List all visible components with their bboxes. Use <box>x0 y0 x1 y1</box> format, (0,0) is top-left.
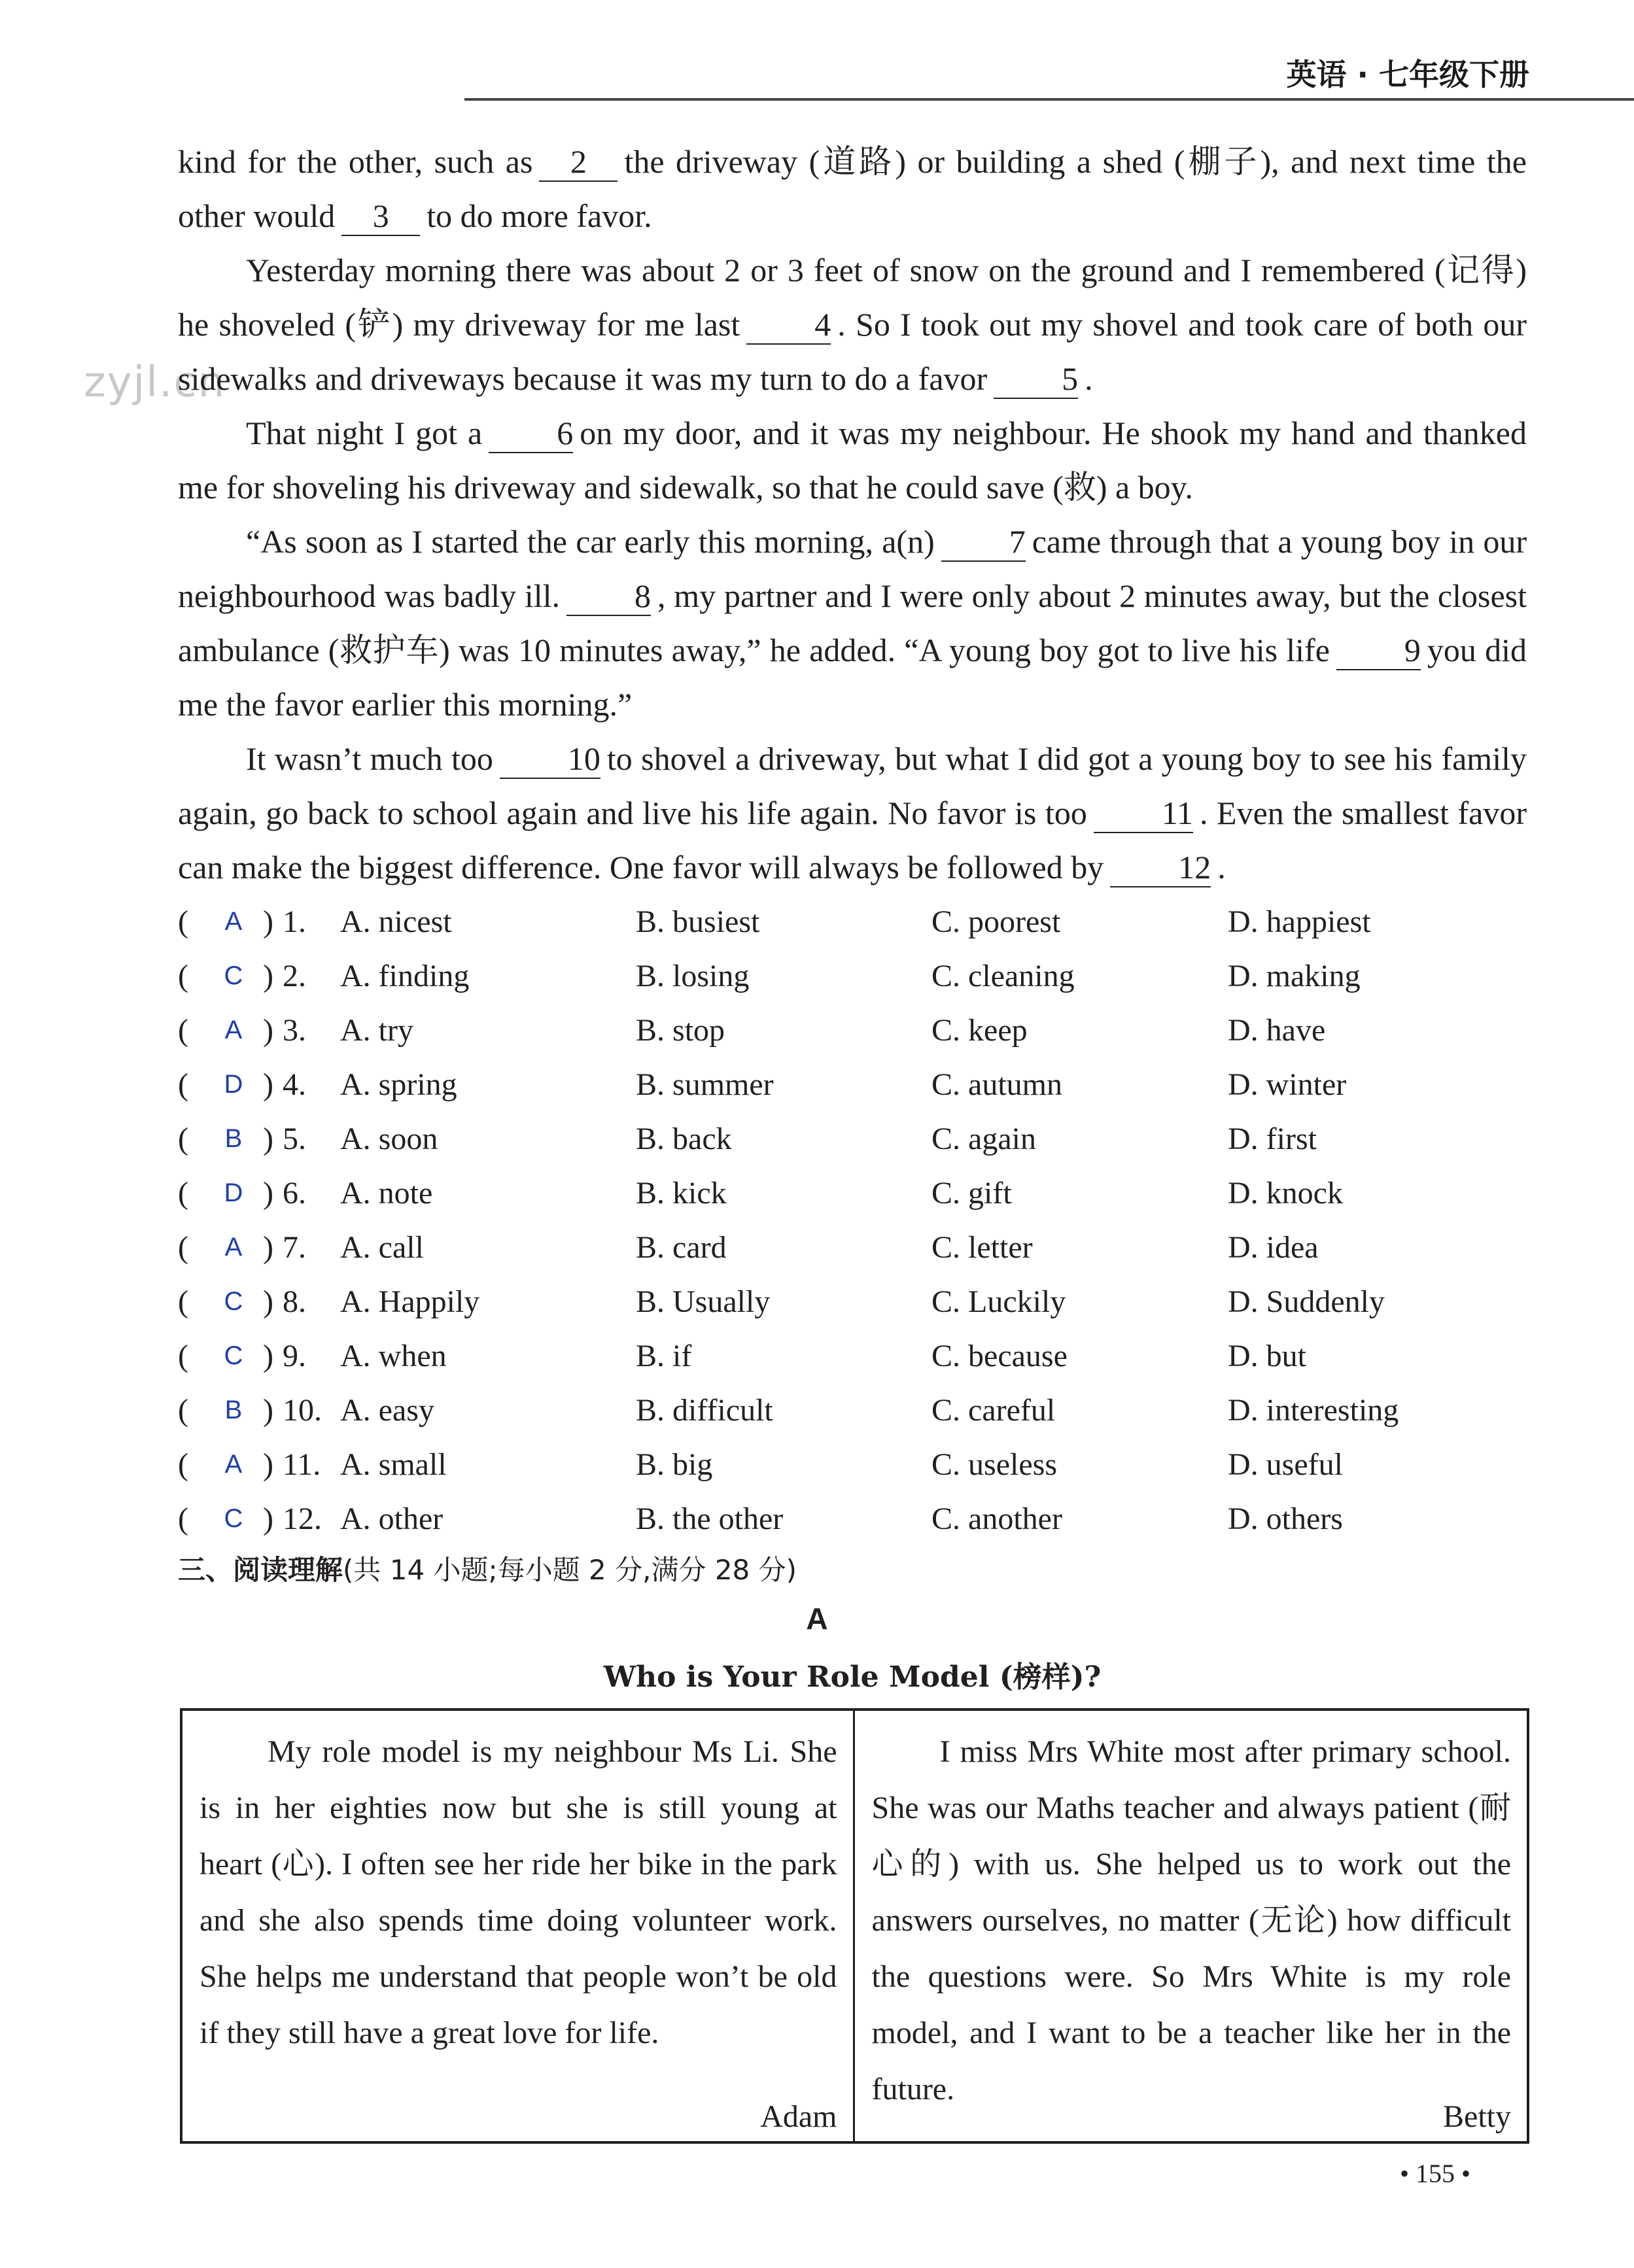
blank-4: 4 <box>746 305 831 345</box>
option-c: C. Luckily <box>931 1284 1066 1319</box>
option-a: A. nicest <box>340 904 452 939</box>
option-d: D. others <box>1228 1502 1343 1536</box>
answer-mark: A <box>224 1016 243 1044</box>
option-b: B. stop <box>636 1013 725 1048</box>
option-d: D. Suddenly <box>1228 1284 1385 1319</box>
paren-open: ( <box>178 1013 188 1048</box>
paren-close: ) <box>263 959 273 993</box>
page-number: • 155 • <box>1400 2159 1471 2188</box>
question-row-11 <box>178 1437 1552 1492</box>
author-adam: Adam <box>760 2099 837 2134</box>
option-c: C. cleaning <box>931 959 1075 993</box>
section-title-text: 三、阅读理解 <box>178 1554 343 1586</box>
paren-open: ( <box>178 1393 188 1428</box>
option-c: C. because <box>931 1339 1068 1373</box>
passage-text: . Even the smallest favor can make the biggest difference. One favor will always be followed by <box>178 795 1527 885</box>
passage-text: . <box>1217 849 1226 885</box>
header-divider <box>464 98 1634 101</box>
answer-mark: B <box>224 1396 243 1424</box>
option-a: A. try <box>340 1013 413 1048</box>
question-row-6 <box>178 1166 1552 1220</box>
blank-10: 10 <box>500 740 600 779</box>
option-a: A. call <box>340 1230 424 1265</box>
role-model-right-text: I miss Mrs White most after primary school. She was our Maths teacher and always patient (耐心的) with us. She helped us to work out the answers ourselves, no matter (无论) how difficult the questions were. So Mrs White is my role model, and I want to be a teacher like her in the future. <box>871 1734 1511 2106</box>
answer-mark: D <box>224 1070 243 1099</box>
passage-paragraph-2 <box>178 243 1527 406</box>
passage-heading: Who is Your Role Model (榜样)? <box>603 1660 1102 1694</box>
paren-open: ( <box>178 1339 188 1373</box>
answer-mark: D <box>224 1178 243 1207</box>
option-b: B. Usually <box>636 1284 771 1319</box>
option-a: A. easy <box>340 1393 434 1428</box>
section-scoring-note: (共 14 小题;每小题 2 分,满分 28 分) <box>343 1554 797 1586</box>
paren-close: ) <box>263 1067 273 1102</box>
blank-5: 5 <box>994 360 1078 399</box>
option-c: C. careful <box>931 1393 1056 1428</box>
role-model-left-text: My role model is my neighbour Ms Li. She is in her eighties now but she is still young at heart (心). I often see her ride her bike in the park and she also spends time doing volunteer work. She helps me understand that people won’t be old if they still have a great love for life. <box>200 1734 837 2050</box>
passage-letter: A <box>806 1602 828 1636</box>
passage-paragraph-4 <box>178 515 1527 732</box>
option-a: A. Happily <box>340 1284 480 1319</box>
passage-text: to do more favor. <box>426 198 652 234</box>
question-number: 10. <box>283 1393 322 1428</box>
question-number: 7. <box>283 1230 306 1265</box>
answer-options-list <box>178 895 1552 1546</box>
passage-text: on my door, and it was my neighbour. He shook my hand and thanked me for shoveling his driveway and sidewalk, so that he could save (救) a boy. <box>178 415 1527 506</box>
passage-text: “As soon as I started the car early this morning, a(n) <box>246 523 935 560</box>
passage-text: came through that a young boy in our neighbourhood was badly ill. <box>178 523 1527 614</box>
blank-8: 8 <box>566 577 651 616</box>
option-b: B. difficult <box>636 1393 773 1428</box>
blank-3: 3 <box>341 197 420 236</box>
role-model-left-cell <box>183 1711 855 2141</box>
role-model-right-cell <box>855 1711 1527 2141</box>
blank-9: 9 <box>1336 631 1421 670</box>
paren-open: ( <box>178 1230 188 1265</box>
option-c: C. letter <box>931 1230 1033 1265</box>
option-d: D. useful <box>1228 1447 1343 1482</box>
passage-text: . <box>1085 360 1093 397</box>
option-c: C. gift <box>931 1176 1012 1211</box>
option-a: A. small <box>340 1447 447 1482</box>
passage-text: . So I took out my shovel and took care of both our sidewalks and driveways because it was my turn to do a favor <box>178 306 1527 397</box>
answer-mark: C <box>224 961 243 990</box>
option-b: B. if <box>636 1339 692 1373</box>
option-b: B. card <box>636 1230 727 1265</box>
option-d: D. but <box>1228 1339 1306 1373</box>
answer-mark: A <box>224 907 243 936</box>
option-d: D. interesting <box>1228 1393 1399 1428</box>
question-row-7 <box>178 1220 1552 1275</box>
question-row-4 <box>178 1057 1552 1112</box>
answer-mark: C <box>224 1287 243 1316</box>
paren-close: ) <box>263 1230 273 1265</box>
paren-close: ) <box>263 1502 273 1536</box>
blank-2: 2 <box>539 143 617 182</box>
section-title <box>178 1549 797 1588</box>
option-c: C. again <box>931 1122 1036 1156</box>
question-number: 2. <box>283 959 306 993</box>
question-number: 1. <box>283 904 306 939</box>
passage-text: That night I got a <box>246 415 483 451</box>
option-d: D. first <box>1228 1122 1317 1156</box>
paren-open: ( <box>178 1284 188 1319</box>
option-d: D. happiest <box>1228 904 1371 939</box>
question-number: 6. <box>283 1176 306 1211</box>
paren-close: ) <box>263 1447 273 1482</box>
question-number: 3. <box>283 1013 306 1048</box>
option-c: C. poorest <box>931 904 1061 939</box>
answer-mark: C <box>224 1504 243 1533</box>
question-row-10 <box>178 1383 1552 1437</box>
option-a: A. finding <box>340 959 470 993</box>
question-number: 11. <box>283 1447 321 1482</box>
option-a: A. other <box>340 1502 443 1536</box>
blank-11: 11 <box>1094 794 1193 833</box>
answer-mark: A <box>224 1450 243 1479</box>
option-b: B. the other <box>636 1502 784 1536</box>
question-row-3 <box>178 1003 1552 1057</box>
passage-paragraph-3 <box>178 406 1527 515</box>
option-a: A. spring <box>340 1067 457 1102</box>
paren-close: ) <box>263 904 273 939</box>
option-b: B. summer <box>636 1067 774 1102</box>
question-number: 5. <box>283 1122 306 1156</box>
option-c: C. another <box>931 1502 1062 1536</box>
option-b: B. kick <box>636 1176 727 1211</box>
option-a: A. when <box>340 1339 447 1373</box>
paren-close: ) <box>263 1339 273 1373</box>
option-b: B. big <box>636 1447 713 1482</box>
question-number: 12. <box>283 1502 322 1536</box>
passage-text: It wasn’t much too <box>246 740 493 777</box>
passage-paragraph-5 <box>178 732 1527 895</box>
header-title: 英语 · 七年级下册 <box>1286 57 1529 92</box>
passage-text: Yesterday morning there was about 2 or 3 feet of snow on the ground and I remembered (记得) he shoveled (铲) my driveway for me last <box>178 252 1527 343</box>
question-row-5 <box>178 1112 1552 1166</box>
author-betty: Betty <box>1443 2099 1511 2134</box>
option-d: D. have <box>1228 1013 1326 1048</box>
paren-close: ) <box>263 1176 273 1211</box>
question-row-8 <box>178 1275 1552 1329</box>
option-d: D. winter <box>1228 1067 1347 1102</box>
paren-open: ( <box>178 1122 188 1156</box>
question-number: 8. <box>283 1284 306 1319</box>
cloze-passage <box>178 135 1527 895</box>
answer-mark: A <box>224 1233 243 1262</box>
paren-close: ) <box>263 1013 273 1048</box>
paren-open: ( <box>178 1502 188 1536</box>
option-b: B. losing <box>636 959 750 993</box>
blank-7: 7 <box>941 523 1026 562</box>
question-number: 4. <box>283 1067 306 1102</box>
question-row-12 <box>178 1492 1552 1546</box>
passage-text: to shovel a driveway, but what I did got a young boy to see his family again, go back to school again and live his life again. No favor is too <box>178 740 1527 831</box>
passage-text: , my partner and I were only about 2 minutes away, but the closest ambulance (救护车) was 10 minutes away,” he added. “A young boy got to live his life <box>178 577 1527 668</box>
question-row-1 <box>178 895 1552 949</box>
option-a: A. note <box>340 1176 433 1211</box>
option-b: B. busiest <box>636 904 760 939</box>
passage-text: kind for the other, such as <box>178 143 533 180</box>
option-c: C. keep <box>931 1013 1028 1048</box>
option-c: C. autumn <box>931 1067 1062 1102</box>
blank-6: 6 <box>489 414 573 453</box>
option-d: D. idea <box>1228 1230 1319 1265</box>
option-a: A. soon <box>340 1122 438 1156</box>
paren-close: ) <box>263 1122 273 1156</box>
role-model-table <box>180 1708 1529 2144</box>
passage-paragraph-1 <box>178 135 1527 243</box>
question-row-2 <box>178 949 1552 1003</box>
paren-close: ) <box>263 1393 273 1428</box>
answer-mark: B <box>224 1124 243 1153</box>
passage-text: you did me the favor earlier this morning.” <box>178 632 1527 723</box>
paren-open: ( <box>178 1447 188 1482</box>
paren-close: ) <box>263 1284 273 1319</box>
watermark-text: zyjl.cn <box>84 358 226 407</box>
blank-12: 12 <box>1110 848 1211 887</box>
option-b: B. back <box>636 1122 732 1156</box>
option-d: D. knock <box>1228 1176 1343 1211</box>
passage-text: the driveway (道路) or building a shed (棚子), and next time the other would <box>178 143 1527 234</box>
question-number: 9. <box>283 1339 306 1373</box>
paren-open: ( <box>178 959 188 993</box>
option-c: C. useless <box>931 1447 1057 1482</box>
answer-mark: C <box>224 1341 243 1370</box>
paren-open: ( <box>178 1176 188 1211</box>
question-row-9 <box>178 1329 1552 1383</box>
option-d: D. making <box>1228 959 1361 993</box>
paren-open: ( <box>178 1067 188 1102</box>
paren-open: ( <box>178 904 188 939</box>
